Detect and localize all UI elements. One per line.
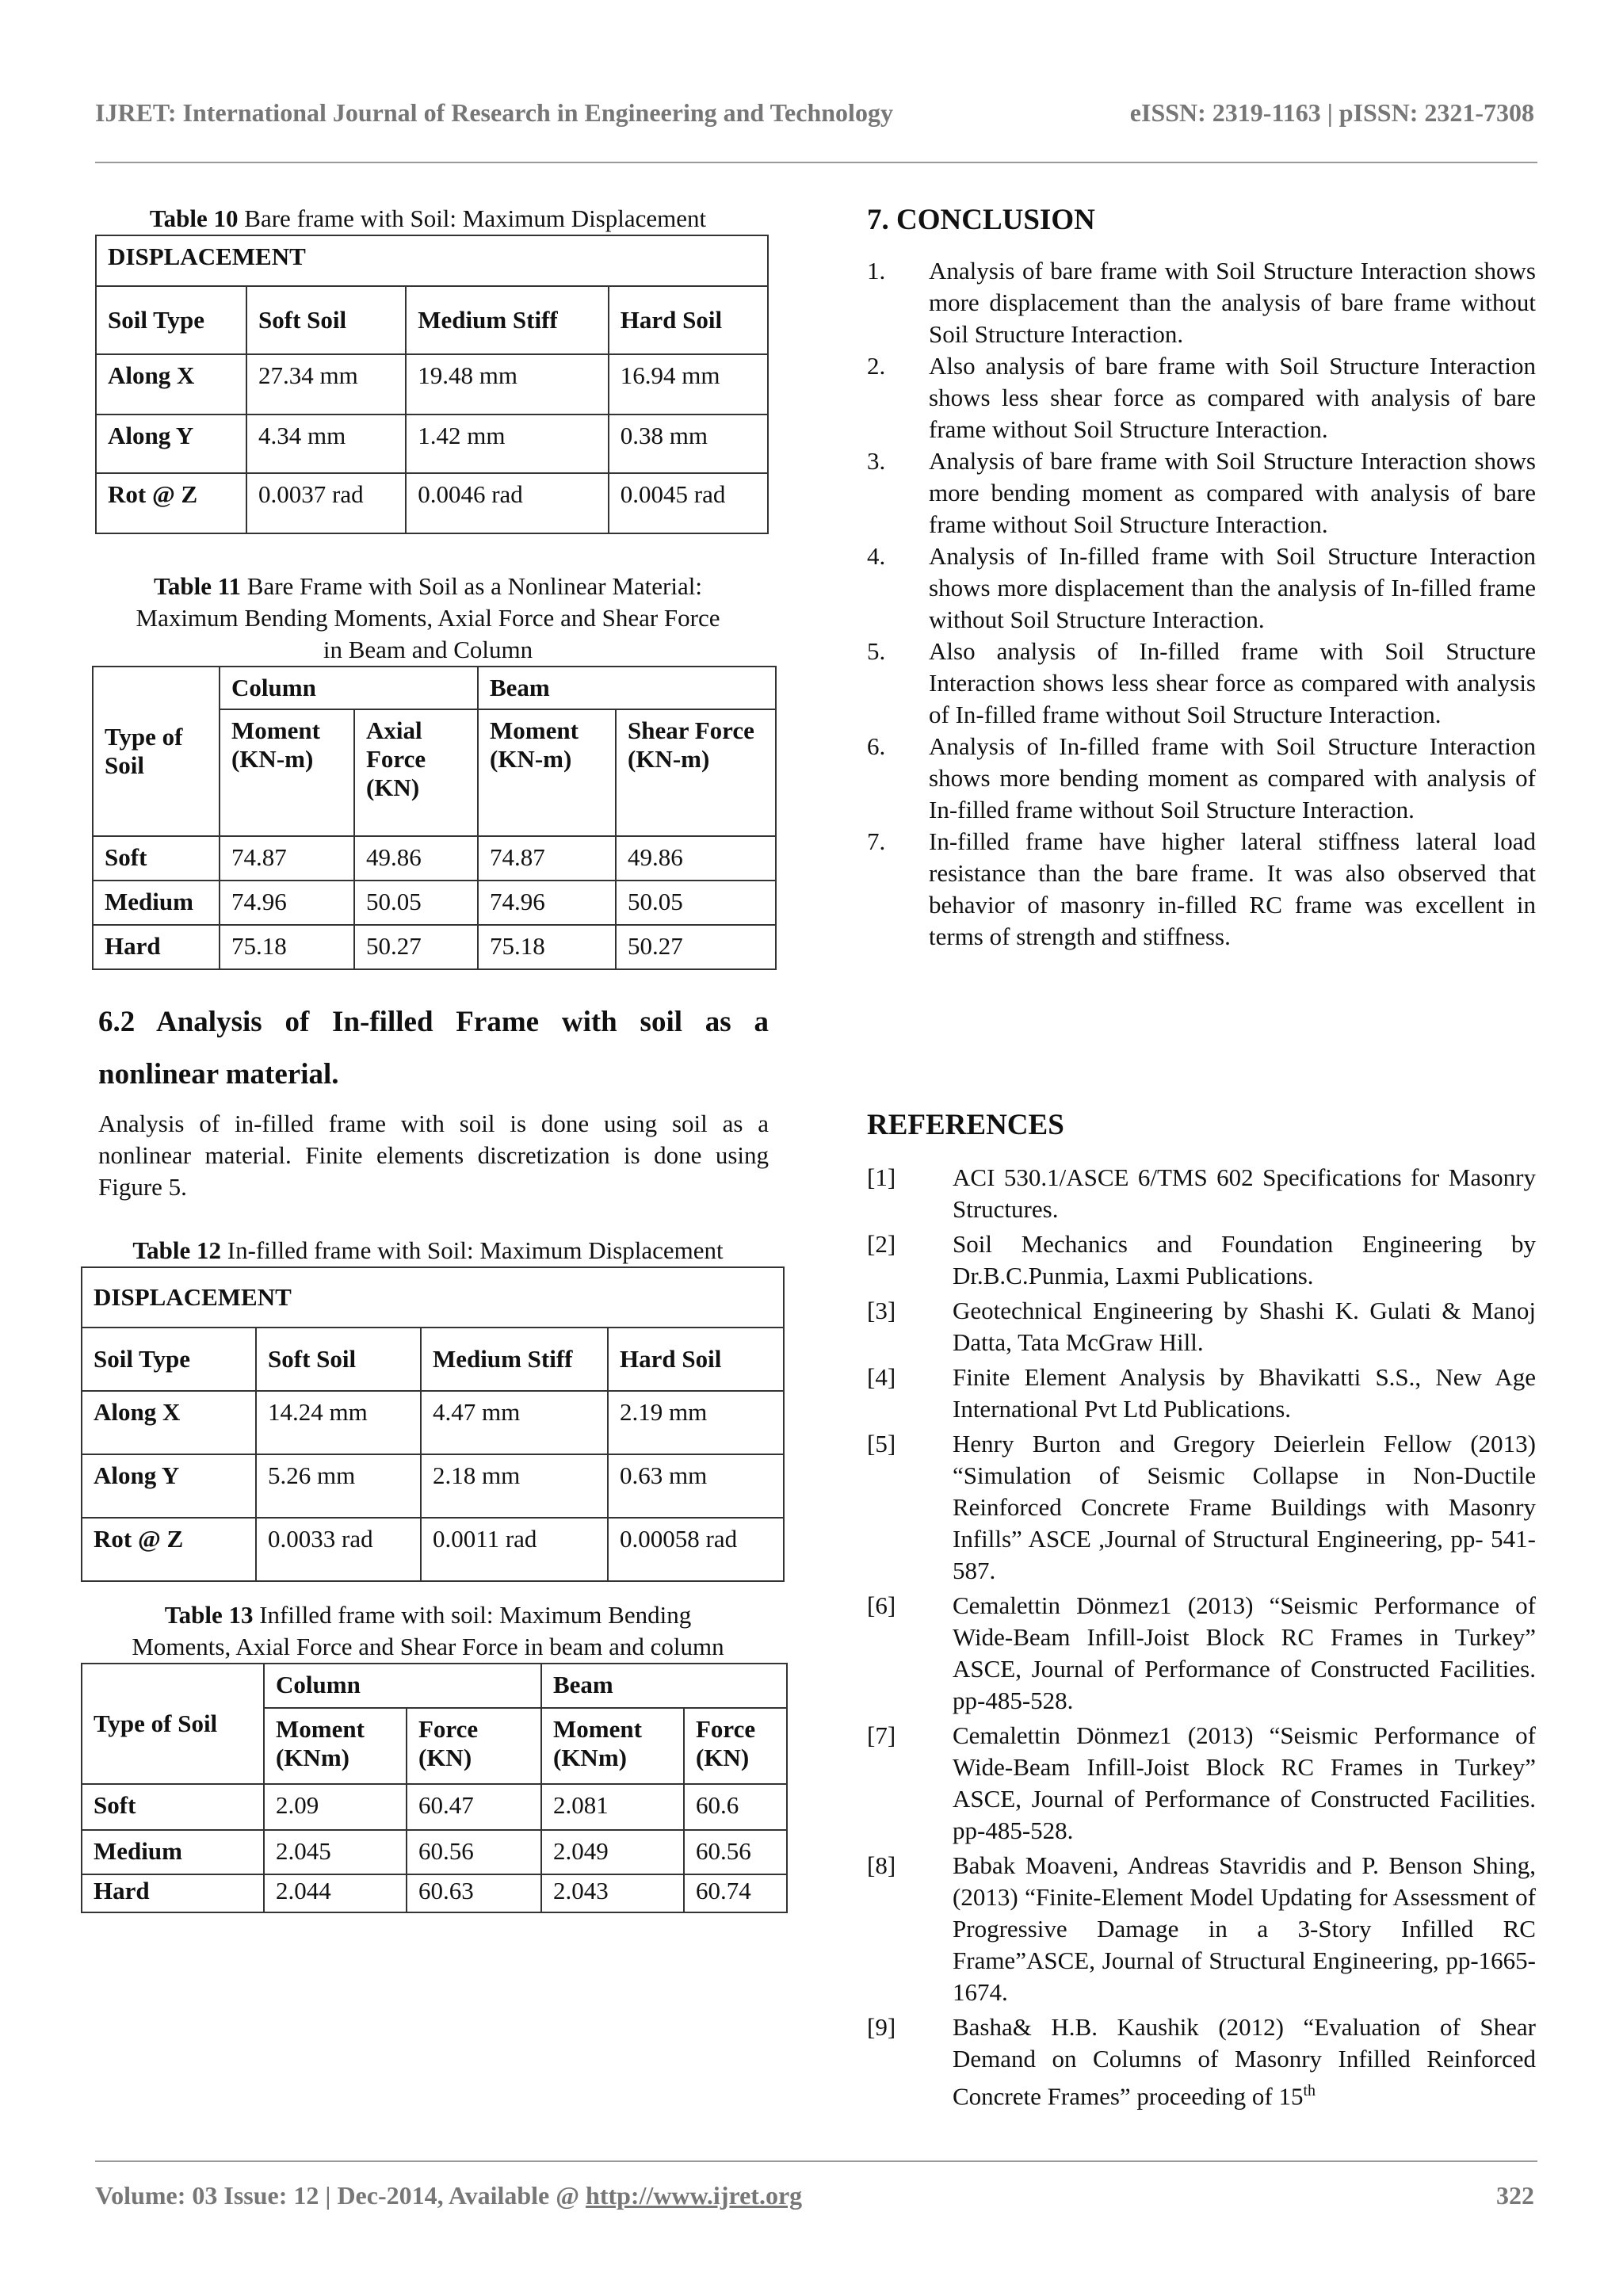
table13-subheader: Force (KN): [684, 1708, 787, 1784]
table-row: [82, 1830, 787, 1874]
table-row: [93, 836, 776, 881]
table13-subheader: Moment (KNm): [541, 1708, 684, 1784]
row-label: Hard: [93, 925, 220, 969]
cell: 2.09: [264, 1784, 407, 1830]
item-text: Also analysis of In-filled frame with Soil Structure Interaction shows less shear force as compared with analysis of In-filled frame without Soil Structure Interaction.: [929, 637, 1536, 728]
issn: eISSN: 2319-1163 | pISSN: 2321-7308: [1129, 98, 1534, 127]
table-row: [82, 1518, 784, 1581]
table-row: [82, 1454, 784, 1518]
cell: 74.96: [220, 881, 354, 925]
ref-superscript: th: [1303, 2082, 1316, 2099]
item-number: 6.: [867, 732, 886, 760]
cell: 0.00058 rad: [608, 1518, 784, 1581]
row-label: Hard: [82, 1874, 264, 1912]
cell: 75.18: [220, 925, 354, 969]
ref-number: [9]: [867, 2013, 896, 2041]
cell: 49.86: [354, 836, 478, 881]
cell: 60.63: [407, 1874, 541, 1912]
cell: 4.34 mm: [246, 415, 406, 473]
conclusion-list: [867, 255, 1536, 953]
cell: 2.081: [541, 1784, 684, 1830]
table10: [95, 235, 769, 534]
table11-subheader: Moment (KN-m): [220, 709, 354, 836]
table12-header: Medium Stiff: [421, 1328, 608, 1391]
item-text: Analysis of bare frame with Soil Structure Interaction shows more bending moment as compared with analysis of bare frame without Soil Structure Interaction.: [929, 447, 1536, 538]
reference-item: [867, 2011, 1536, 2112]
section62-heading-line1: 6.2 Analysis of In-filled Frame with soil as a: [98, 1006, 769, 1038]
table10-header: Soil Type: [96, 286, 246, 354]
cell: 2.049: [541, 1830, 684, 1874]
cell: 60.56: [407, 1830, 541, 1874]
cell: 60.74: [684, 1874, 787, 1912]
table12-title: DISPLACEMENT: [82, 1267, 784, 1328]
cell: 19.48 mm: [406, 354, 609, 415]
table11: [92, 666, 777, 970]
ref-number: [7]: [867, 1721, 896, 1749]
item-text: Analysis of bare frame with Soil Structure Interaction shows more displacement than the analysis of bare frame without Soil Structure Interaction.: [929, 257, 1536, 348]
reference-item: [867, 1720, 1536, 1847]
table13-group-beam: Beam: [541, 1664, 787, 1708]
item-text: Also analysis of bare frame with Soil Structure Interaction shows less shear force as compared with analysis of bare frame without Soil Structure Interaction.: [929, 352, 1536, 443]
table11-type-header: Type of Soil: [93, 667, 220, 836]
item-number: 2.: [867, 352, 886, 380]
cell: 50.05: [616, 881, 776, 925]
reference-item: [867, 1850, 1536, 2008]
cell: 50.05: [354, 881, 478, 925]
references-list: [867, 1162, 1536, 2115]
row-label: Soft: [93, 836, 220, 881]
cell: 2.044: [264, 1874, 407, 1912]
reference-item: [867, 1590, 1536, 1717]
list-item: [867, 350, 1536, 445]
list-item: [867, 731, 1536, 826]
row-label: Medium: [93, 881, 220, 925]
cell: 0.0046 rad: [406, 473, 609, 533]
table11-caption-line3: in Beam and Column: [323, 636, 533, 663]
ref-number: [1]: [867, 1163, 896, 1191]
cell: 50.27: [354, 925, 478, 969]
cell: 60.47: [407, 1784, 541, 1830]
table13-caption-line1: [79, 1599, 777, 1631]
row-label: Rot @ Z: [82, 1518, 256, 1581]
section62-body: Analysis of in-filled frame with soil is done using soil as a nonlinear material. Finite elements discretization is done using Figure 5.: [98, 1110, 769, 1201]
cell: 0.0037 rad: [246, 473, 406, 533]
table11-subheader: Moment (KN-m): [478, 709, 616, 836]
row-label: Along X: [96, 354, 246, 415]
table11-group-column: Column: [220, 667, 478, 709]
ref-number: [2]: [867, 1230, 896, 1258]
table13-type-header: Type of Soil: [82, 1664, 264, 1784]
cell: 74.87: [478, 836, 616, 881]
table11-group-beam: Beam: [478, 667, 776, 709]
item-number: 4.: [867, 542, 886, 570]
cell: 2.045: [264, 1830, 407, 1874]
page-number: 322: [1496, 2181, 1534, 2210]
table11-caption-label: Table 11: [154, 572, 242, 600]
footer-volume: [95, 2181, 802, 2210]
table13-subheader: Force (KN): [407, 1708, 541, 1784]
reference-item: [867, 1362, 1536, 1425]
table12-caption-label: Table 12: [132, 1236, 222, 1264]
conclusion-heading: 7. CONCLUSION: [867, 204, 1095, 236]
item-text: In-filled frame have higher lateral stiffness lateral load resistance than the bare frame. It was also observed that behavior of masonry in-filled RC frame was excellent in terms of strength and stiffness.: [929, 827, 1536, 950]
item-number: 5.: [867, 637, 886, 665]
table10-caption: [79, 203, 777, 235]
table10-header: Medium Stiff: [406, 286, 609, 354]
ref-number: [3]: [867, 1297, 896, 1324]
cell: 0.38 mm: [609, 415, 768, 473]
reference-item: [867, 1295, 1536, 1358]
cell: 74.87: [220, 836, 354, 881]
table-row: [96, 415, 768, 473]
table-row: [82, 1874, 787, 1912]
cell: 2.18 mm: [421, 1454, 608, 1518]
table-row: [93, 925, 776, 969]
reference-item: [867, 1162, 1536, 1225]
row-label: Along Y: [96, 415, 246, 473]
cell: 0.0011 rad: [421, 1518, 608, 1581]
item-text: Analysis of In-filled frame with Soil Structure Interaction shows more displacement than the analysis of In-filled frame without Soil Structure Interaction.: [929, 542, 1536, 633]
ref-number: [4]: [867, 1363, 896, 1391]
cell: 2.19 mm: [608, 1391, 784, 1454]
ref-text: Cemalettin Dönmez1 (2013) “Seismic Performance of Wide-Beam Infill-Joist Block RC Frames in Turkey” ASCE, Journal of Performance of Constructed Facilities. pp-485-528.: [953, 1591, 1536, 1714]
row-label: Rot @ Z: [96, 473, 246, 533]
cell: 14.24 mm: [256, 1391, 421, 1454]
table12-caption: [79, 1235, 777, 1266]
table12-header: Soft Soil: [256, 1328, 421, 1391]
footer-rule: [95, 2160, 1537, 2162]
table11-subheader: Axial Force (KN): [354, 709, 478, 836]
reference-item: [867, 1228, 1536, 1292]
ref-text: ACI 530.1/ASCE 6/TMS 602 Specifications for Masonry Structures.: [953, 1163, 1536, 1223]
ref-number: [6]: [867, 1591, 896, 1619]
references-heading: REFERENCES: [867, 1109, 1064, 1141]
table10-header: Soft Soil: [246, 286, 406, 354]
ref-text: Basha& H.B. Kaushik (2012) “Evaluation of Shear Demand on Columns of Masonry Infilled Reinforced Concrete Frames” proceeding of 15: [953, 2013, 1536, 2111]
ref-text: Henry Burton and Gregory Deierlein Fellow (2013) “Simulation of Seismic Collapse in Non-Ductile Reinforced Concrete Frame Buildings with Masonry Infills” ASCE ,Journal of Structural Engineering, pp- 541-587.: [953, 1430, 1536, 1584]
list-item: [867, 445, 1536, 541]
cell: 1.42 mm: [406, 415, 609, 473]
table11-caption-line1: [79, 571, 777, 602]
table11-caption-line2: Maximum Bending Moments, Axial Force and Shear Force: [136, 604, 720, 632]
table11-caption-text: Bare Frame with Soil as a Nonlinear Material:: [241, 572, 702, 600]
item-number: 3.: [867, 447, 886, 475]
ref-text: Cemalettin Dönmez1 (2013) “Seismic Performance of Wide-Beam Infill-Joist Block RC Frames in Turkey” ASCE, Journal of Performance of Constructed Facilities. pp-485-528.: [953, 1721, 1536, 1844]
ref-number: [5]: [867, 1430, 896, 1457]
list-item: [867, 636, 1536, 731]
table13: [81, 1663, 788, 1913]
cell: 60.56: [684, 1830, 787, 1874]
journal-title: IJRET: International Journal of Research in Engineering and Technology: [95, 98, 893, 127]
cell: 5.26 mm: [256, 1454, 421, 1518]
table12: [81, 1266, 785, 1582]
table10-title: DISPLACEMENT: [96, 235, 768, 286]
table-row: [82, 1784, 787, 1830]
table-row: [82, 1391, 784, 1454]
list-item: [867, 255, 1536, 350]
reference-item: [867, 1428, 1536, 1587]
table13-group-column: Column: [264, 1664, 541, 1708]
table11-subheader: Shear Force (KN-m): [616, 709, 776, 836]
table12-caption-text: In-filled frame with Soil: Maximum Displacement: [221, 1236, 724, 1264]
section62-heading-line2: nonlinear material.: [98, 1058, 339, 1091]
ref-text: Babak Moaveni, Andreas Stavridis and P. Benson Shing, (2013) “Finite-Element Model Updating for Assessment of Progressive Damage in a 3-Story Infilled RC Frame”ASCE, Journal of Structural Engineering, pp-1665-1674.: [953, 1851, 1536, 2006]
table13-caption-text: Infilled frame with soil: Maximum Bending: [253, 1601, 692, 1629]
item-text: Analysis of In-filled frame with Soil Structure Interaction shows more bending moment as compared with analysis of In-filled frame without Soil Structure Interaction.: [929, 732, 1536, 823]
header-rule: [95, 162, 1537, 163]
cell: 16.94 mm: [609, 354, 768, 415]
table13-caption-label: Table 13: [164, 1601, 254, 1629]
row-label: Medium: [82, 1830, 264, 1874]
ref-text: Soil Mechanics and Foundation Engineering by Dr.B.C.Punmia, Laxmi Publications.: [953, 1230, 1536, 1289]
cell: 60.6: [684, 1784, 787, 1830]
cell: 4.47 mm: [421, 1391, 608, 1454]
table-row: [96, 473, 768, 533]
table12-header: Soil Type: [82, 1328, 256, 1391]
row-label: Along X: [82, 1391, 256, 1454]
item-number: 1.: [867, 257, 886, 285]
table-row: [93, 881, 776, 925]
list-item: [867, 826, 1536, 953]
list-item: [867, 541, 1536, 636]
cell: 2.043: [541, 1874, 684, 1912]
cell: 27.34 mm: [246, 354, 406, 415]
item-number: 7.: [867, 827, 886, 855]
ref-text: Finite Element Analysis by Bhavikatti S.S., New Age International Pvt Ltd Publications.: [953, 1363, 1536, 1423]
table13-subheader: Moment (KNm): [264, 1708, 407, 1784]
table10-header: Hard Soil: [609, 286, 768, 354]
table13-caption-line2: Moments, Axial Force and Shear Force in beam and column: [132, 1633, 724, 1660]
cell: 49.86: [616, 836, 776, 881]
table13-caption: [79, 1599, 777, 1663]
table11-caption: [79, 571, 777, 666]
table12-header: Hard Soil: [608, 1328, 784, 1391]
footer-url-link[interactable]: http://www.ijret.org: [586, 2181, 803, 2210]
table10-caption-text: Bare frame with Soil: Maximum Displacement: [238, 204, 707, 232]
cell: 0.63 mm: [608, 1454, 784, 1518]
ref-text: Geotechnical Engineering by Shashi K. Gulati & Manoj Datta, Tata McGraw Hill.: [953, 1297, 1536, 1356]
ref-number: [8]: [867, 1851, 896, 1879]
footer-volume-text: Volume: 03 Issue: 12 | Dec-2014, Available @: [95, 2181, 586, 2210]
cell: 74.96: [478, 881, 616, 925]
table10-caption-label: Table 10: [149, 204, 239, 232]
cell: 0.0045 rad: [609, 473, 768, 533]
cell: 0.0033 rad: [256, 1518, 421, 1581]
cell: 75.18: [478, 925, 616, 969]
row-label: Along Y: [82, 1454, 256, 1518]
table-row: [96, 354, 768, 415]
cell: 50.27: [616, 925, 776, 969]
row-label: Soft: [82, 1784, 264, 1830]
